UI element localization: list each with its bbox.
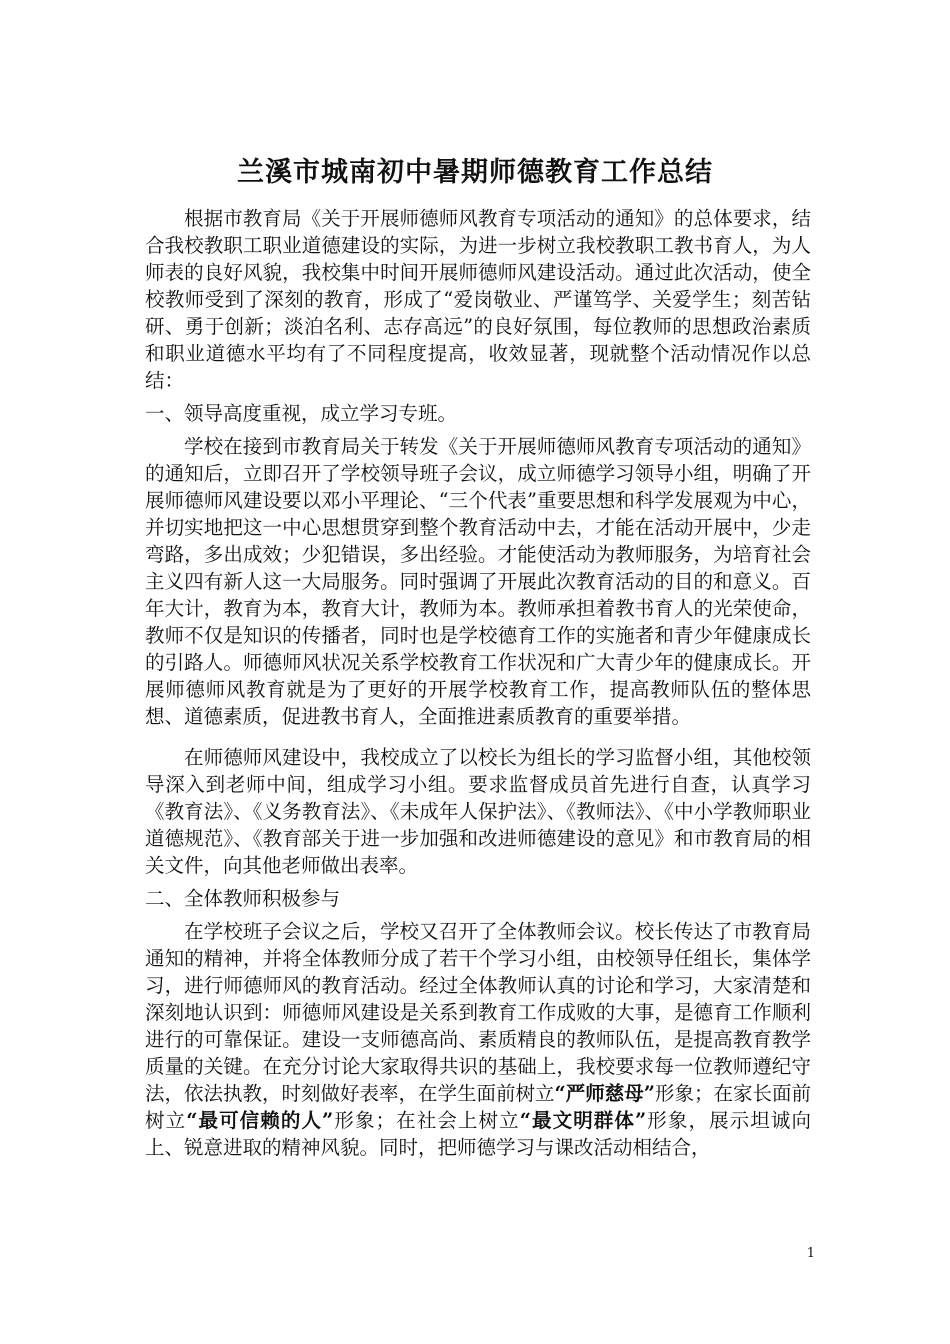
document-body — [145, 205, 811, 1161]
paragraph-supervision: 在师德师风建设中，我校成立了以校长为组长的学习监督小组，其他校领导深入到老师中间，组成学习小组。要求监督成员首先进行自查，认真学习《教育法》、《义务教育法》、《未成年人保护法》、《教师法》、《中小学教师职业道德规范》、《教育部关于进一步加强和改进师德建设的意见》和市教育局的相关文件，向其他老师做出表率。 — [145, 746, 811, 877]
section-heading-1: 一、领导高度重视，成立学习专班。 — [145, 402, 458, 425]
emphasis-trusted-person: “最可信赖的人” — [186, 1109, 334, 1132]
document-title: 兰溪市城南初中暑期师德教育工作总结 — [237, 157, 713, 188]
paragraph-text: 形象；在社会上树立 — [333, 1109, 520, 1132]
paragraph-text: 形象；在家长面前树立 — [145, 1082, 811, 1132]
paragraph-leadership: 学校在接到市教育局关于转发《关于开展师德师风教育专项活动的通知》的通知后，立即召开了学校领导班子会议，成立师德学习领导小组，明确了开展师德师风建设要以邓小平理论、“三个代表”重要思想和科学发展观为中心，并切实地把这一中心思想贯穿到整个教育活动中去，才能在活动开展中，少走弯路，多出成效；少犯错误，多出经验。才能使活动为教师服务，为培育社会主义四有新人这一大局服务。同时强调了开展此次教育活动的目的和意义。百年大计，教育为本，教育大计，教师为本。教师承担着教书育人的光荣使命，教师不仅是知识的传播者，同时也是学校德育工作的实施者和青少年健康成长的引路人。师德师风状况关系学校教育工作状况和广大青少年的健康成长。开展师德师风教育就是为了更好的开展学校教育工作，提高教师队伍的整体思想、道德素质，促进教书育人，全面推进素质教育的重要举措。 — [145, 435, 811, 728]
section-heading-2: 二、全体教师积极参与 — [145, 887, 341, 910]
paragraph-text: 形象，展示坦诚向上、锐意进取的精神风貌。同时，把师德学习与课改活动相结合， — [145, 1109, 811, 1159]
emphasis-civilized-group: “最文明群体” — [519, 1109, 647, 1132]
paragraph-intro: 根据市教育局《关于开展师德师风教育专项活动的通知》的总体要求，结合我校教职工职业道德建设的实际，为进一步树立我校教职工教书育人，为人师表的良好风貌，我校集中时间开展师德师风建设活动。通过此次活动，使全校教师受到了深刻的教育，形成了“爱岗敬业、严谨笃学、关爱学生；刻苦钻研、勇于创新；淡泊名利、志存高远”的良好氛围，每位教师的思想政治素质和职业道德水平均有了不同程度提高，收效显著，现就整个活动情况作以总结： — [145, 207, 811, 392]
page-number: 1 — [806, 1246, 815, 1261]
paragraph-participation — [145, 918, 811, 1161]
paragraph-text: 在学校班子会议之后，学校又召开了全体教师会议。校长传达了市教育局通知的精神，并将全体教师分成了若干个学习小组，由校领导任组长，集体学习，进行师德师风的教育活动。经过全体教师认真的讨论和学习，大家清楚和深刻地认识到：师德师风建设是关系到教育工作成败的大事，是德育工作顺利进行的可靠保证。建设一支师德高尚、素质精良的教师队伍，是提高教育教学质量的关键。在充分讨论大家取得共识的基础上，我校要求每一位教师遵纪守法，依法执教，时刻做好表率，在学生面前树立 — [145, 920, 811, 1105]
emphasis-strict-teacher: “严师慈母” — [554, 1082, 655, 1105]
